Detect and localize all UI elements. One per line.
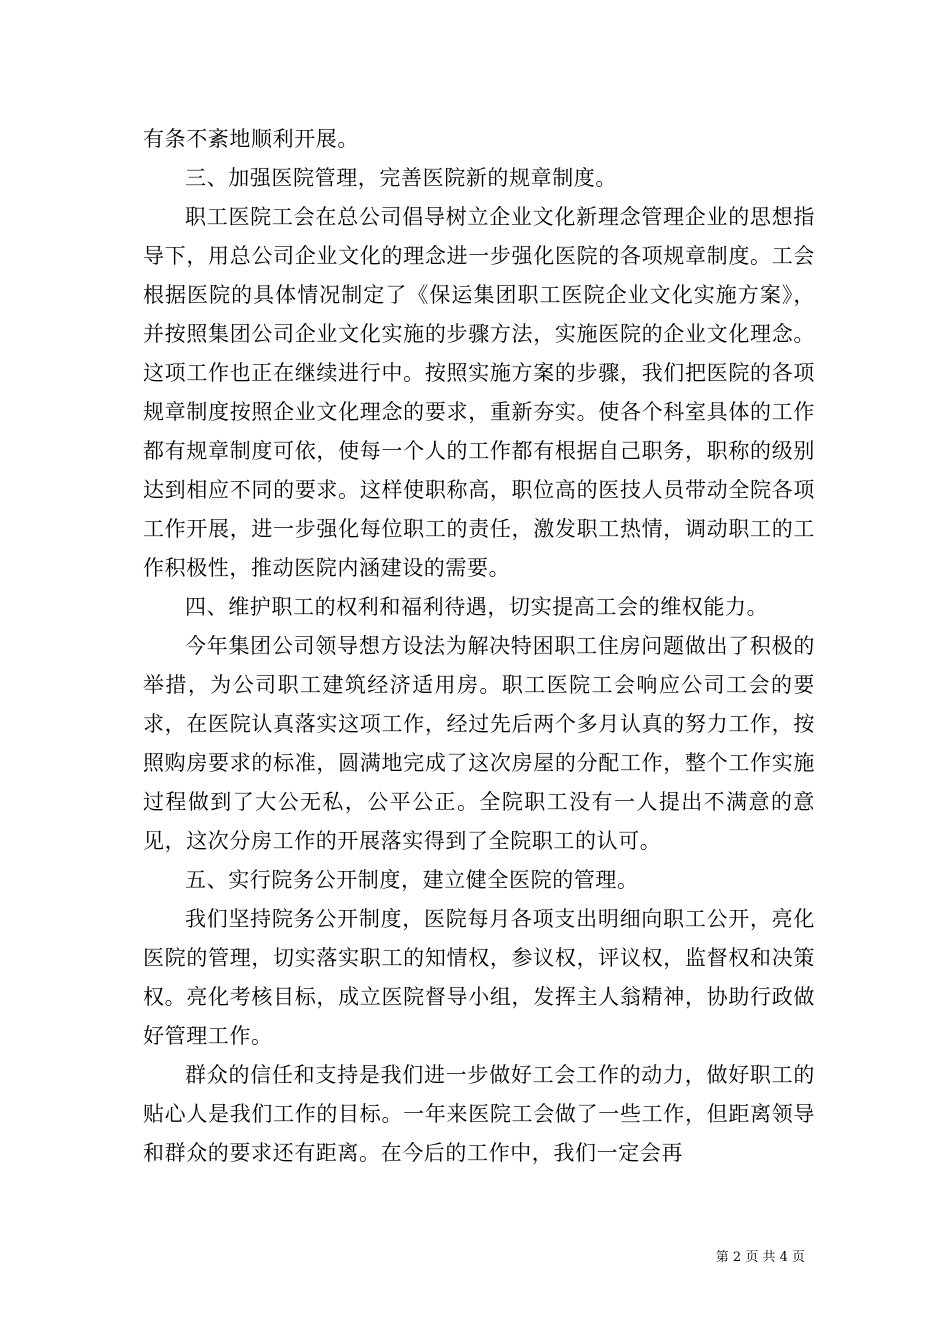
document-body [143,120,815,1173]
paragraph-housing: 今年集团公司领导想方设法为解决特困职工住房问题做出了积极的举措，为公司职工建筑经济适用房。职工医院工会响应公司工会的要求，在医院认真落实这项工作，经过先后两个多月认真的努力工作，按照购房要求的标准，圆满地完成了这次房屋的分配工作，整个工作实施过程做到了大公无私，公平公正。全院职工没有一人提出不满意的意见，这次分房工作的开展落实得到了全院职工的认可。 [143,634,815,853]
page-number: 第 2 页 共 4 页 [715,1250,805,1265]
section-heading-5: 五、实行院务公开制度，建立健全医院的管理。 [185,868,639,892]
paragraph-management: 职工医院工会在总公司倡导树立企业文化新理念管理企业的思想指导下，用总公司企业文化的理念进一步强化医院的各项规章制度。工会根据医院的具体情况制定了《保运集团职工医院企业文化实施方案》，并按照集团公司企业文化实施的步骤方法，实施医院的企业文化理念。这项工作也正在继续进行中。按照实施方案的步骤，我们把医院的各项规章制度按照企业文化理念的要求，重新夯实。使各个科室具体的工作都有规章制度可依，使每一个人的工作都有根据自己职务，职称的级别达到相应不同的要求。这样使职称高，职位高的医技人员带动全院各项工作开展，进一步强化每位职工的责任，激发职工热情，调动职工的工作积极性，推动医院内涵建设的需要。 [143,205,815,580]
paragraph-disclosure: 我们坚持院务公开制度，医院每月各项支出明细向职工公开，亮化医院的管理，切实落实职工的知情权，参议权，评议权，监督权和决策权。亮化考核目标，成立医院督导小组，发挥主人翁精神，协助行政做好管理工作。 [143,907,815,1048]
paragraph-closing: 群众的信任和支持是我们进一步做好工会工作的动力，做好职工的贴心人是我们工作的目标。一年来医院工会做了一些工作，但距离领导和群众的要求还有距离。在今后的工作中，我们一定会再 [143,1063,815,1165]
section-heading-4: 四、维护职工的权利和福利待遇，切实提高工会的维权能力。 [185,595,769,619]
paragraph-continuation: 有条不紊地顺利开展。 [143,127,359,151]
section-heading-3: 三、加强医院管理，完善医院新的规章制度。 [185,166,617,190]
